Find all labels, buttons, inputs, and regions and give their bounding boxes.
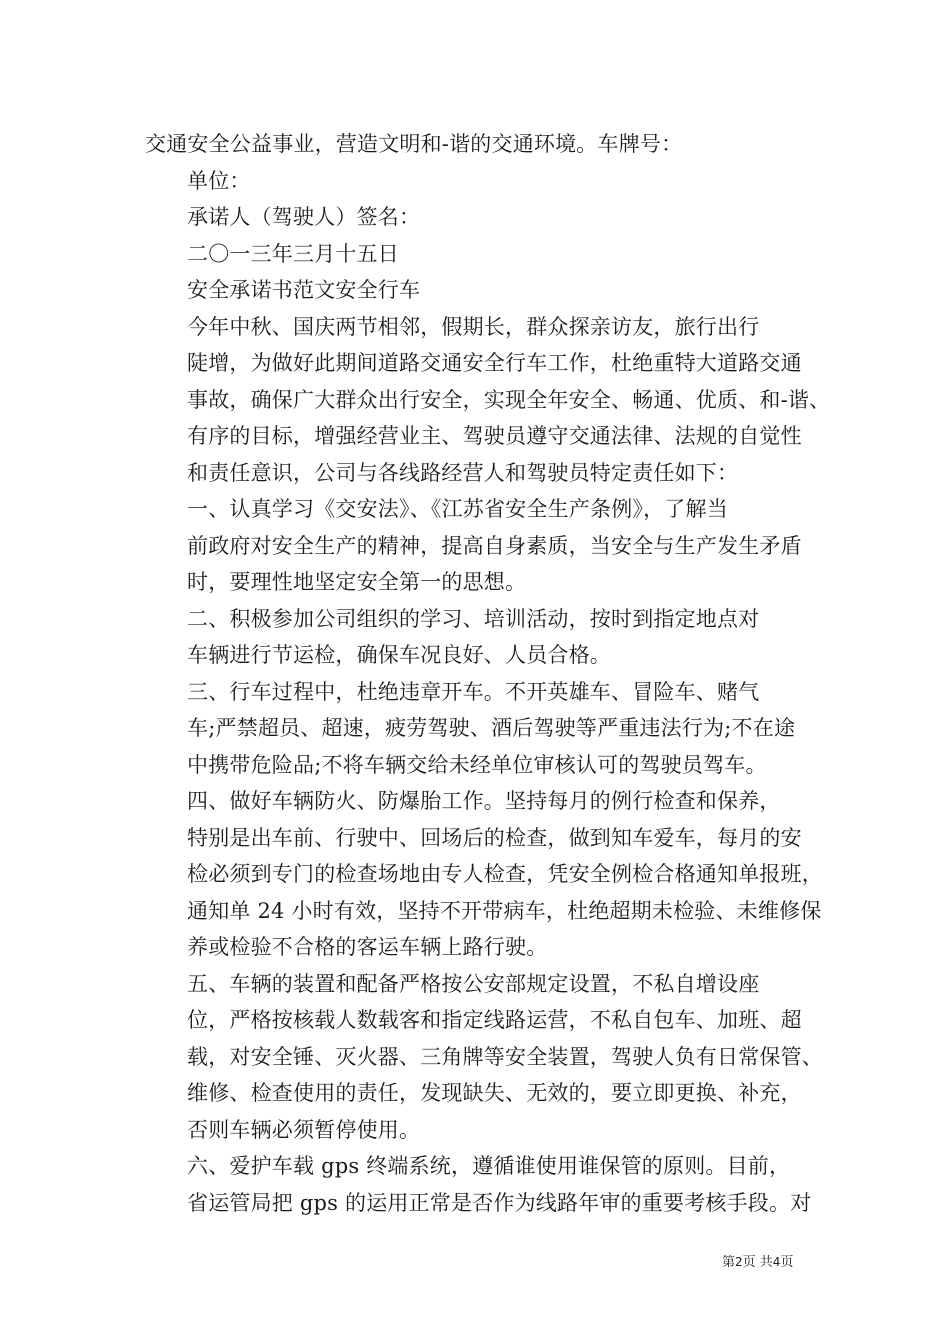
paragraph-item-5 [145, 966, 825, 1149]
text-line: 安全承诺书范文安全行车 [187, 278, 421, 302]
text-line: 通知单 24 小时有效，坚持不开带病车，杜绝超期未检验、未维修保 [187, 898, 822, 923]
paragraph-item-6 [145, 1148, 825, 1221]
text-line: 前政府对安全生产的精神，提高自身素质，当安全与生产发生矛盾 [187, 533, 802, 558]
footer-middle: 页 共 [742, 1255, 773, 1270]
text-line: 养或检验不合格的客运车辆上路行驶。 [187, 935, 548, 959]
text-line: 一、认真学习《交安法》、《江苏省安全生产条例》，了解当 [187, 497, 728, 521]
text-line: 二、积极参加公司组织的学习、培训活动，按时到指定地点对 [187, 606, 760, 631]
text-line: 特别是出车前、行驶中、回场后的检查，做到知车爱车，每月的安 [187, 825, 802, 850]
text-line: 有序的目标，增强经营业主、驾驶员遵守交通法律、法规的自觉性 [187, 424, 802, 448]
total-page-count: 4 [772, 1255, 781, 1269]
text-line: 和责任意识，公司与各线路经营人和驾驶员特定责任如下： [187, 460, 739, 485]
paragraph-date [145, 236, 825, 273]
paragraph-intro [145, 309, 831, 492]
paragraph-heading [145, 272, 825, 309]
text-line: 事故，确保广大群众出行安全，实现全年安全、畅通、优质、和-谐、 [187, 387, 831, 412]
text-line: 五、车辆的装置和配备严格按公安部规定设置，不私自增设座 [187, 971, 760, 996]
document-body [145, 126, 831, 1221]
current-page-number: 2 [735, 1255, 743, 1269]
paragraph-item-2 [145, 601, 825, 674]
text-line: 三、行车过程中，杜绝违章开车。不开英雄车、冒险车、赌气 [187, 679, 760, 704]
text-line: 单位： [187, 168, 251, 193]
text-line: 否则车辆必须暂停使用。 [187, 1117, 421, 1142]
paragraph-unit [145, 163, 825, 200]
text-line: 位，严格按核载人数载客和指定线路运营，不私自包车、加班、超 [187, 1008, 802, 1032]
text-line: 六、爱护车载 gps 终端系统，遵循谁使用谁保管的原则。目前， [187, 1154, 791, 1178]
text-line: 陡增，为做好此期间道路交通安全行车工作，杜绝重特大道路交通 [187, 351, 802, 375]
paragraph-pledge-tail [145, 126, 825, 163]
text-line: 车辆进行节运检，确保车况良好、人员合格。 [187, 643, 611, 667]
text-line: 车;严禁超员、超速，疲劳驾驶、酒后驾驶等严重违法行为;不在途 [187, 716, 796, 740]
text-line: 二〇一三年三月十五日 [187, 241, 399, 266]
text-line: 承诺人（驾驶人）签名： [187, 205, 421, 229]
text-line: 时，要理性地坚定安全第一的思想。 [187, 570, 527, 594]
text-line: 交通安全公益事业，营造文明和-谐的交通环境。车牌号： [145, 132, 683, 156]
text-line: 载，对安全锤、灭火器、三角牌等安全装置，驾驶人负有日常保管、 [187, 1044, 823, 1069]
paragraph-signature [145, 199, 825, 236]
text-line: 四、做好车辆防火、防爆胎工作。坚持每月的例行检查和保养， [187, 789, 781, 813]
text-line: 省运管局把 gps 的运用正常是否作为线路年审的重要考核手段。对 [187, 1190, 812, 1215]
text-line: 中携带危险品;不将车辆交给未经单位审核认可的驾驶员驾车。 [187, 752, 767, 777]
page-footer [722, 1251, 793, 1270]
footer-prefix: 第 [722, 1255, 736, 1270]
text-line: 今年中秋、国庆两节相邻，假期长，群众探亲访友，旅行出行 [187, 314, 760, 339]
paragraph-item-3 [145, 674, 825, 784]
text-line: 检必须到专门的检查场地由专人检查，凭安全例检合格通知单报班， [187, 862, 823, 886]
text-line: 维修、检查使用的责任，发现缺失、无效的，要立即更换、补充， [187, 1081, 802, 1105]
paragraph-item-4 [145, 783, 825, 966]
paragraph-item-1 [145, 491, 825, 601]
footer-suffix: 页 [780, 1255, 794, 1270]
